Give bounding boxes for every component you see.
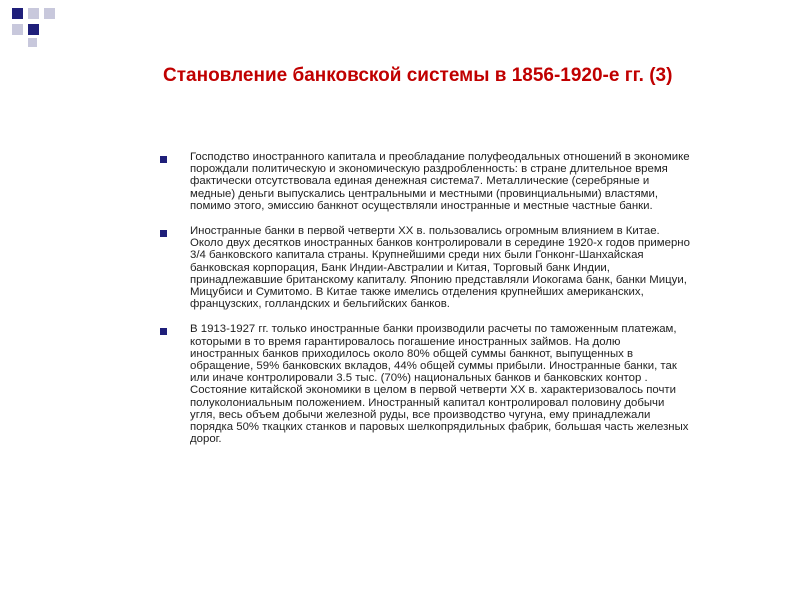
deco-square-dark (12, 8, 23, 19)
bullet-item (160, 225, 780, 310)
bullet-list (160, 151, 780, 458)
deco-square-light (28, 38, 37, 47)
deco-square-light (12, 24, 23, 35)
slide-title: Становление банковской системы в 1856-1920-е гг. (3) (163, 65, 673, 86)
bullet-item (160, 323, 780, 445)
deco-square-dark (28, 24, 39, 35)
square-bullet-icon (160, 230, 167, 237)
deco-square-light (28, 8, 39, 19)
bullet-text: В 1913-1927 гг. только иностранные банки производили расчеты по таможенным платежам, которыми в то время гарантировалось погашение иностранных займов. На долю иностранных банков приходилось около 80% общей суммы банкнот, выпущенных в обращение, 59% банковских вкладов, 44% общей суммы прибыли. Иностранные банки, так или иначе контролировали 3.5 тыс. (70%) национальных банков и банковских контор . Состояние китайской экономики в целом в первой четверти XX в. характеризовалось почти полуколониальным положением. Иностранный капитал контролировал половину добычи угля, весь объем добычи железной руды, все производство чугуна, ему принадлежали порядка 50% ткацких станков и паровых шелкопрядильных фабрик, большая часть железных дорог. (190, 323, 689, 446)
square-bullet-icon (160, 328, 167, 335)
bullet-text: Господство иностранного капитала и преобладание полуфеодальных отношений в экономике порождали политическую и экономическую раздробленность: в стране длительное время фактически отсутствовала единая денежная система7. Металлические (серебряные и медные) деньги выпускались центральными и местными (провинциальными) властями, помимо этого, эмиссию банкнот осуществляли иностранные и местные частные банки. (190, 151, 690, 212)
square-bullet-icon (160, 156, 167, 163)
corner-decoration (0, 0, 70, 50)
bullet-text: Иностранные банки в первой четверти XX в. пользовались огромным влиянием в Китае. Около двух десятков иностранных банков контролировали в середине 1920-х годов примерно 3/4 банковского капитала страны. Крупнейшими среди них были Гонконг-Шанхайская банковская корпорация, Банк Индии-Австралии и Китая, Торговый банк Индии, принадлежавшие британскому капиталу. Японию представляли Иокогама банк, банки Мицуи, Мицубиси и Сумитомо. В Китае также имелись отделения крупнейших американских, французских, голландских и бельгийских банков. (190, 225, 690, 311)
bullet-item (160, 151, 780, 212)
deco-square-light (44, 8, 55, 19)
